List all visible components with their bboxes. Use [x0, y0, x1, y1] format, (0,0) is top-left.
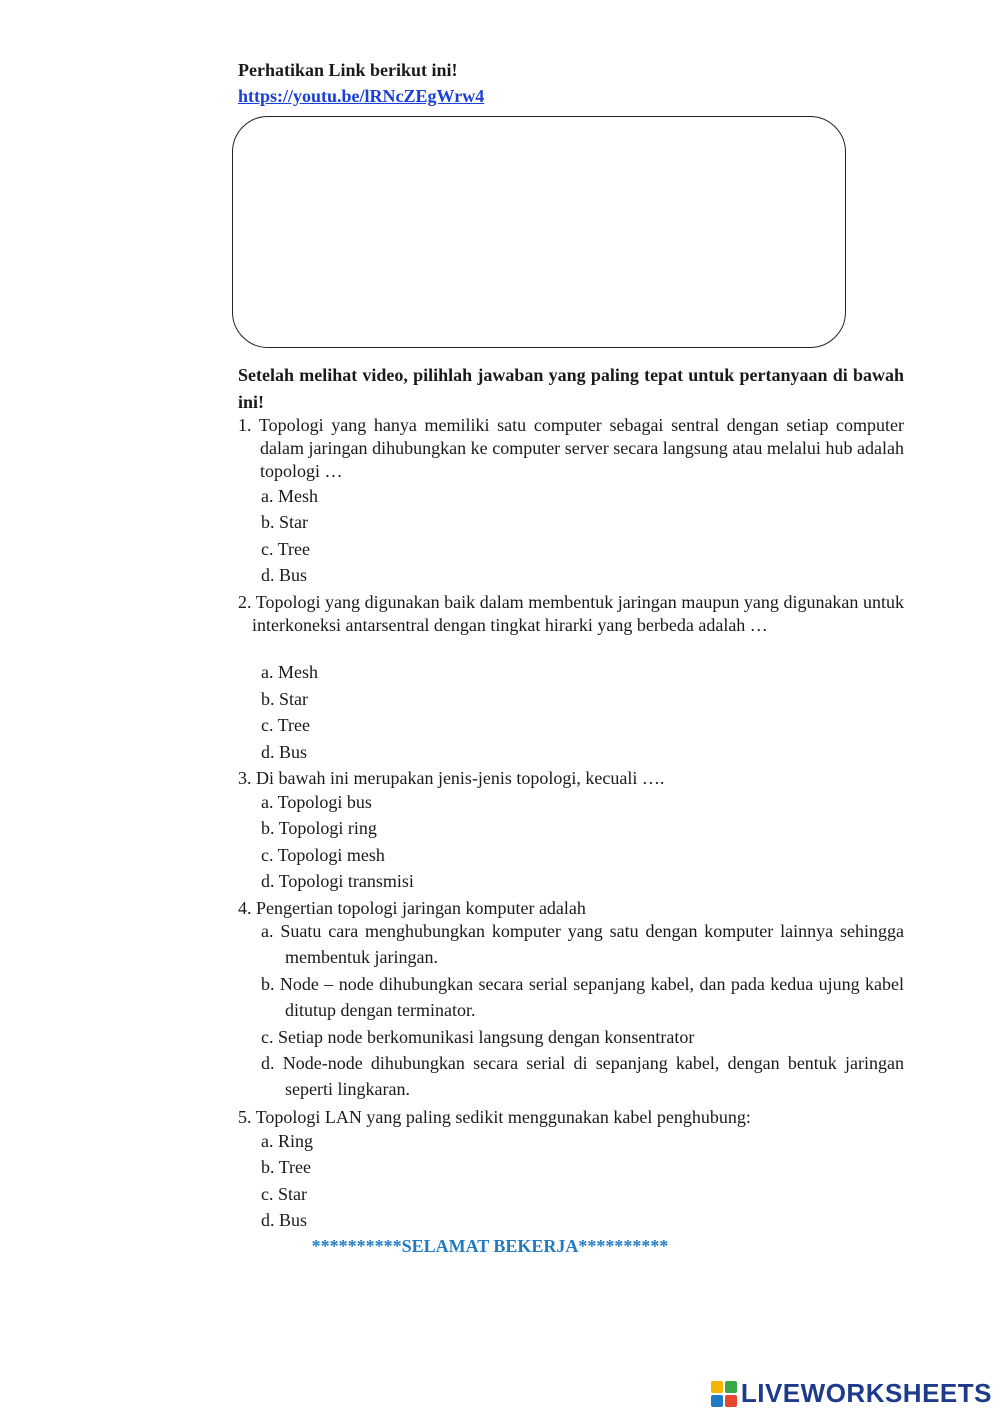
q4-option-b[interactable]: b. Node – node dihubungkan secara serial sepanjang kabel, dan pada kedua ujung kabel ditutup dengan terminator.: [261, 974, 904, 1020]
q1-option-b[interactable]: b. Star: [261, 512, 308, 532]
video-embed-box[interactable]: [232, 116, 846, 348]
instruction-text: Setelah melihat video, pilihlah jawaban yang paling tepat untuk pertanyaan di bawah ini!: [238, 365, 904, 412]
question-1: 1. Topologi yang hanya memiliki satu computer sebagai sentral dengan setiap computer dalam jaringan dihubungkan ke computer server secara langsung atau melalui hub adalah topologi …: [238, 415, 904, 481]
q1-option-d[interactable]: d. Bus: [261, 565, 308, 585]
q4-option-d[interactable]: d. Node-node dihubungkan secara serial di sepanjang kabel, dengan bentuk jaringan seperti lingkaran.: [261, 1053, 904, 1099]
logo-text: LIVEWORKSHEETS: [740, 1378, 992, 1408]
closing-message: **********SELAMAT BEKERJA**********: [311, 1236, 669, 1256]
question-4: 4. Pengertian topologi jaringan komputer adalah: [238, 898, 586, 918]
q2-option-c[interactable]: c. Tree: [261, 715, 310, 735]
q2-option-b[interactable]: b. Star: [261, 689, 308, 709]
video-link[interactable]: https://youtu.be/lRNcZEgWrw4: [238, 86, 485, 106]
q5-option-a[interactable]: a. Ring: [261, 1131, 313, 1151]
intro-title: Perhatikan Link berikut ini!: [238, 60, 458, 80]
q4-option-a[interactable]: a. Suatu cara menghubungkan komputer yang satu dengan komputer lainnya sehingga membentuk jaringan.: [261, 921, 904, 967]
q2-option-d[interactable]: d. Bus: [261, 742, 308, 762]
q3-option-b[interactable]: b. Topologi ring: [261, 818, 377, 838]
q5-option-b[interactable]: b. Tree: [261, 1157, 312, 1177]
question-5: 5. Topologi LAN yang paling sedikit menggunakan kabel penghubung:: [238, 1107, 751, 1127]
question-2: 2. Topologi yang digunakan baik dalam membentuk jaringan maupun yang digunakan untuk interkoneksi antarsentral dengan tingkat hirarki yang berbeda adalah …: [238, 592, 904, 635]
q2-option-a[interactable]: a. Mesh: [261, 662, 318, 682]
q1-option-a[interactable]: a. Mesh: [261, 486, 318, 506]
question-3: 3. Di bawah ini merupakan jenis-jenis topologi, kecuali ….: [238, 768, 665, 788]
liveworksheets-logo-icon: [711, 1381, 737, 1407]
q3-option-c[interactable]: c. Topologi mesh: [261, 845, 385, 865]
q4-option-c[interactable]: c. Setiap node berkomunikasi langsung dengan konsentrator: [261, 1027, 695, 1047]
q1-option-c[interactable]: c. Tree: [261, 539, 310, 559]
q5-option-d[interactable]: d. Bus: [261, 1210, 308, 1230]
q5-option-c[interactable]: c. Star: [261, 1184, 307, 1204]
liveworksheets-logo: [711, 1378, 992, 1409]
q3-option-a[interactable]: a. Topologi bus: [261, 792, 372, 812]
q3-option-d[interactable]: d. Topologi transmisi: [261, 871, 414, 891]
